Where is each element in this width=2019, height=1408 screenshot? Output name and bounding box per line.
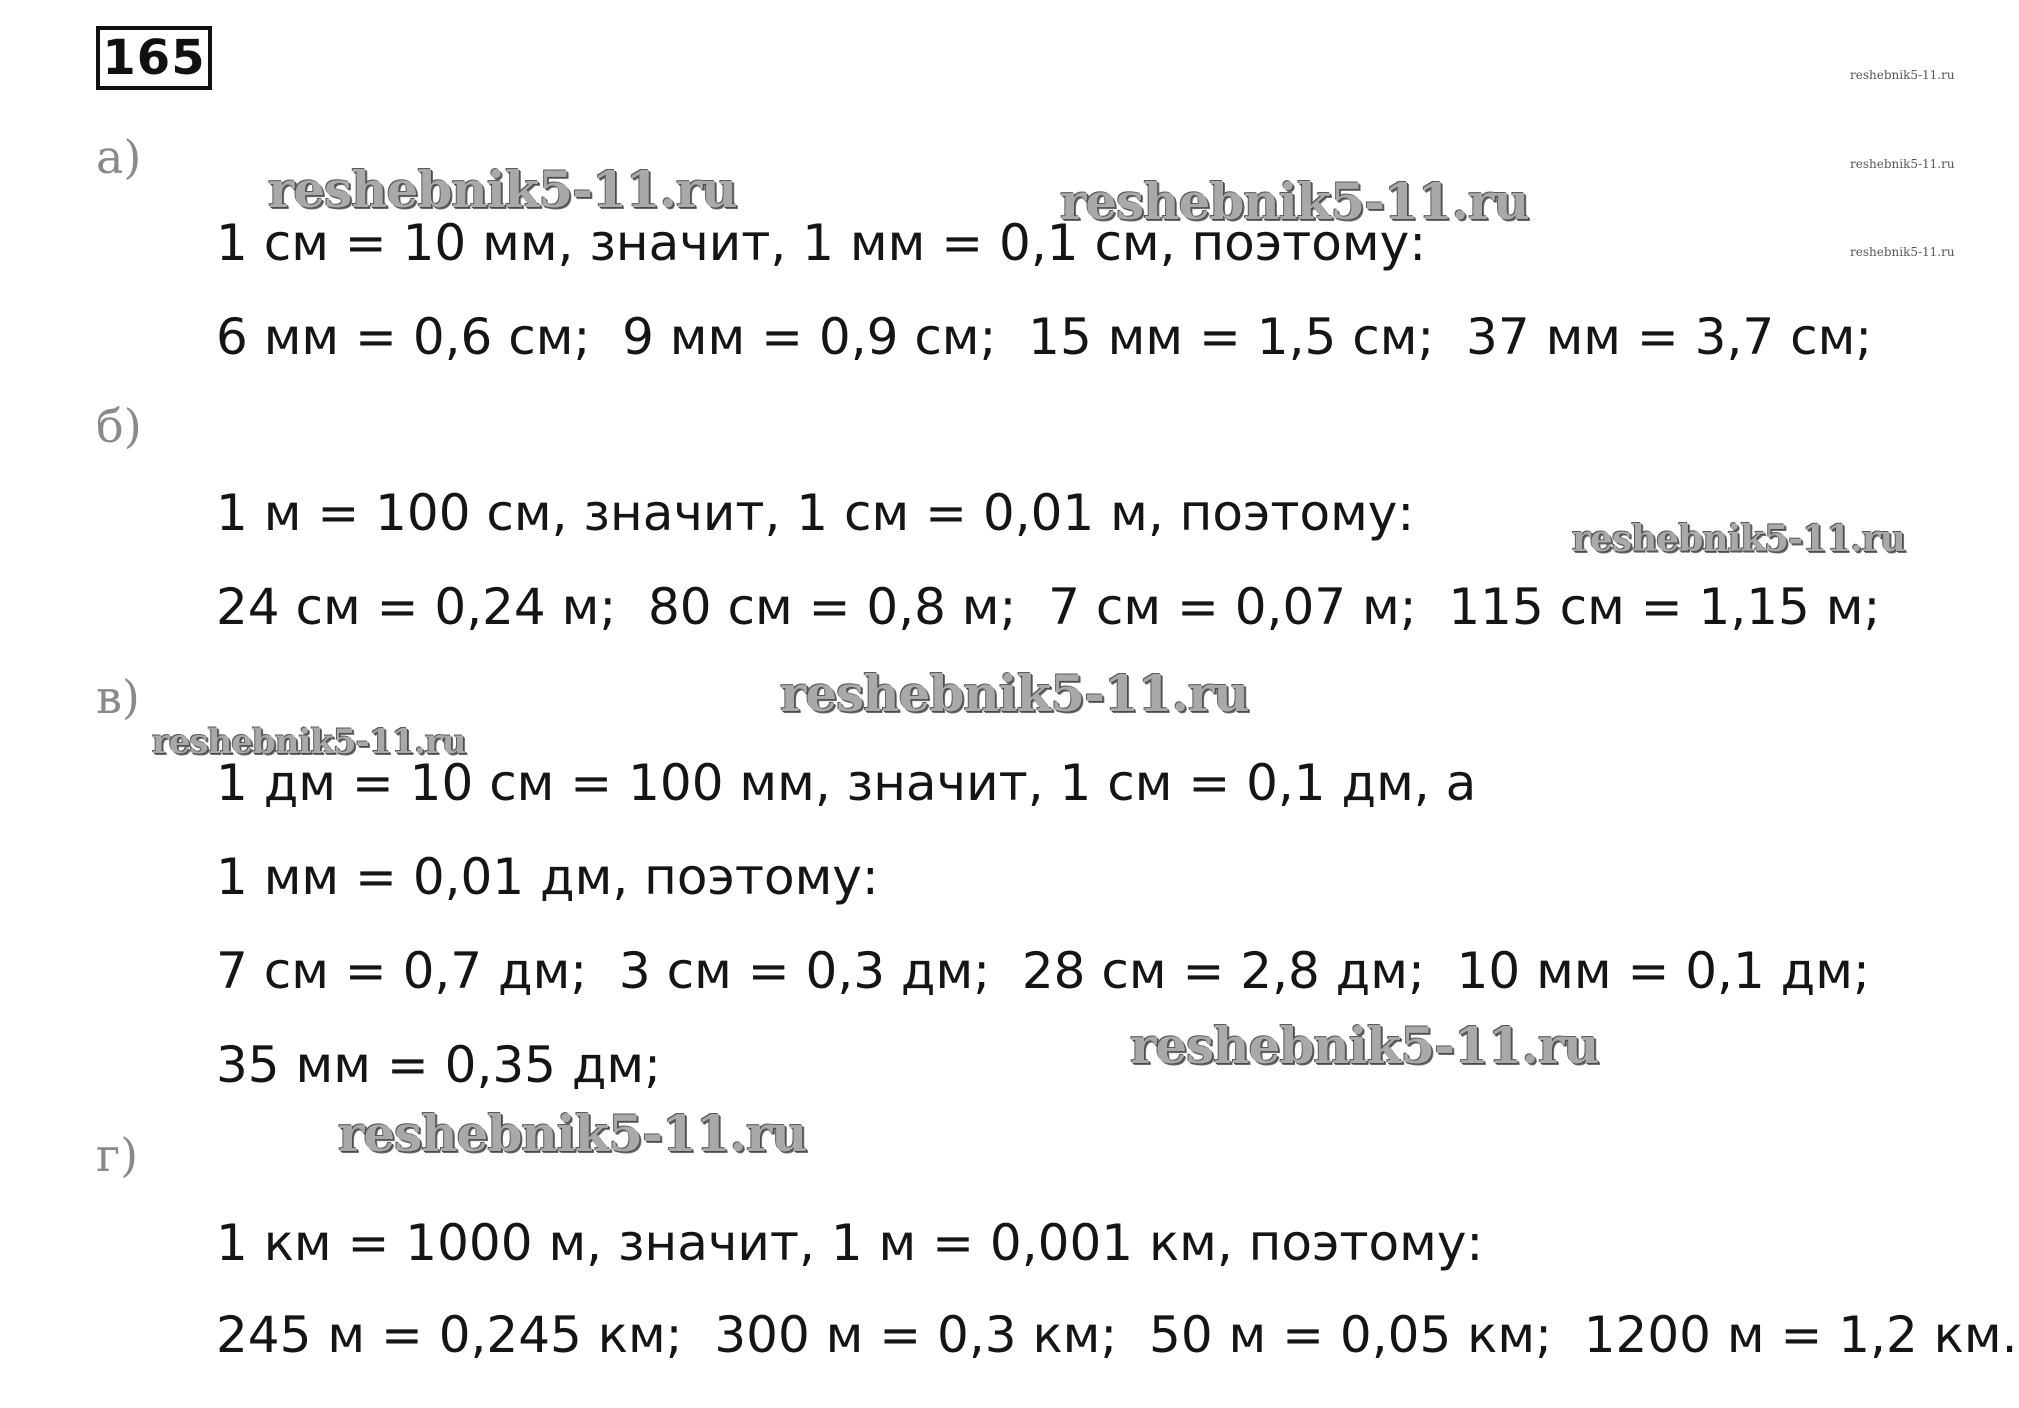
problem-number-box: 165 (96, 26, 212, 90)
part-v-line-4: 35 мм = 0,35 дм; (216, 1036, 661, 1094)
watermark: reshebnik5-11.ru (1060, 172, 1529, 231)
watermark-small: reshebnik5-11.ru (1850, 245, 1955, 259)
part-label-a: а) (96, 130, 142, 184)
part-g-line-2: 245 м = 0,245 км; 300 м = 0,3 км; 50 м = 0,05 км; 1200 м = 1,2 км. (216, 1306, 2018, 1364)
watermark: reshebnik5-11.ru (268, 160, 737, 219)
part-v-line-3: 7 см = 0,7 дм; 3 см = 0,3 дм; 28 см = 2,8 дм; 10 мм = 0,1 дм; (216, 942, 1870, 1000)
part-label-g: г) (96, 1128, 139, 1182)
watermark: reshebnik5-11.ru (338, 1104, 807, 1163)
watermark-small: reshebnik5-11.ru (1850, 68, 1955, 82)
watermark-small: reshebnik5-11.ru (1850, 157, 1955, 171)
part-g-line-1: 1 км = 1000 м, значит, 1 м = 0,001 км, поэтому: (216, 1214, 1484, 1272)
watermark: reshebnik5-11.ru (1130, 1016, 1599, 1075)
part-a-line-1: 1 см = 10 мм, значит, 1 мм = 0,1 см, поэтому: (216, 214, 1427, 272)
watermark: reshebnik5-11.ru (780, 664, 1249, 723)
watermark: reshebnik5-11.ru (1572, 518, 1905, 560)
part-b-line-2: 24 см = 0,24 м; 80 см = 0,8 м; 7 см = 0,07 м; 115 см = 1,15 м; (216, 578, 1881, 636)
part-a-line-2: 6 мм = 0,6 см; 9 мм = 0,9 см; 15 мм = 1,5 см; 37 мм = 3,7 см; (216, 308, 1873, 366)
part-b-line-1: 1 м = 100 см, значит, 1 см = 0,01 м, поэтому: (216, 484, 1415, 542)
watermark: reshebnik5-11.ru (152, 722, 466, 762)
part-v-line-1: 1 дм = 10 см = 100 мм, значит, 1 см = 0,1 дм, а (216, 754, 1477, 812)
part-label-b: б) (96, 399, 142, 453)
part-v-line-2: 1 мм = 0,01 дм, поэтому: (216, 848, 879, 906)
part-label-v: в) (96, 670, 140, 724)
